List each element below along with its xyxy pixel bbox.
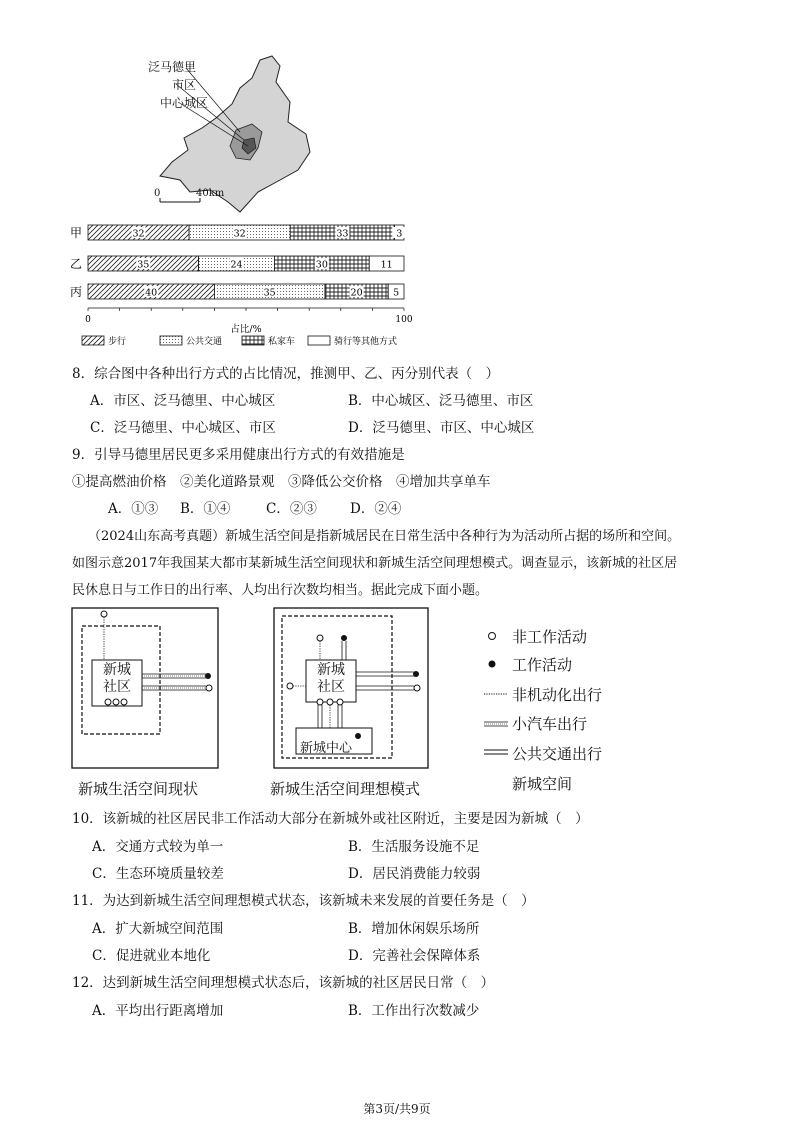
chart-category-label: 乙 <box>70 257 83 271</box>
legend-non-work: 非工作活动 <box>512 628 588 646</box>
legend-non-motorized: 非机动化出行 <box>512 686 603 704</box>
travel-mode-chart <box>60 218 430 352</box>
q10-stem: 10．该新城的社区居民非工作活动大部分在新城外或社区附近，主要是因为新城（ ） <box>72 811 589 827</box>
chart-data-label: 3 <box>396 228 403 240</box>
q11-option-c: C．促进就业本地化 <box>92 948 211 964</box>
legend-car: 小汽车出行 <box>512 715 588 733</box>
legend-work: 工作活动 <box>512 656 573 674</box>
chart-data-label: 40 <box>145 287 158 299</box>
legend-new-town-space: 新城空间 <box>512 775 573 793</box>
q9-items: ①提高燃油价格 ②美化道路景观 ③降低公交价格 ④增加共享单车 <box>72 474 491 490</box>
right-community-label <box>306 662 356 696</box>
map-label-urban: 市区 <box>172 78 197 92</box>
q12-option-a: A．平均出行距离增加 <box>92 1003 224 1019</box>
passage-line-2: 如图示意2017年我国某大都市某新城生活空间现状和新城生活空间理想模式。调查显示，该新城的社区居 <box>72 556 678 571</box>
q11-option-d: D．完善社会保障体系 <box>348 948 481 964</box>
q8-option-d: D．泛马德里、市区、中心城区 <box>348 420 535 436</box>
chart-legend-swatch <box>160 336 182 345</box>
caption-current: 新城生活空间现状 <box>78 780 199 798</box>
chart-data-label: 32 <box>233 228 246 240</box>
chart-data-label: 30 <box>315 259 328 271</box>
passage-line-1: （2024山东高考真题）新城生活空间是指新城居民在日常生活中各种行为为活动所占据的场所和空间。 <box>88 529 681 544</box>
chart-x-tick-label: 100 <box>395 315 413 325</box>
q8-option-c: C．泛马德里、中心城区、市区 <box>90 420 276 436</box>
new-town-center-label: 新城中心 <box>300 741 353 756</box>
q9-option-b: B．①④ <box>180 501 231 517</box>
q11-option-b: B．增加休闲娱乐场所 <box>348 921 480 937</box>
legend-public-transit: 公共交通出行 <box>512 745 603 763</box>
chart-legend-swatch <box>242 336 264 345</box>
q11-option-a: A．扩大新城空间范围 <box>92 921 224 937</box>
chart-data-label: 35 <box>137 259 150 271</box>
madrid-map <box>140 52 340 217</box>
chart-data-label: 11 <box>380 259 393 271</box>
chart-legend-swatch <box>82 336 104 345</box>
q9-option-d: D．②④ <box>350 501 402 517</box>
chart-category-label: 甲 <box>70 226 83 240</box>
q11-stem: 11．为达到新城生活空间理想模式状态，该新城未来发展的首要任务是（ ） <box>72 893 535 909</box>
passage-line-3: 民休息日与工作日的出行率、人均出行次数均相当。据此完成下面小题。 <box>72 583 489 598</box>
left-community-label-line2: 社区 <box>103 679 131 695</box>
map-scale-label: 40km <box>196 188 225 199</box>
q10-option-a: A．交通方式较为单一 <box>92 839 224 855</box>
map-label-greater-madrid: 泛马德里 <box>148 60 197 74</box>
chart-legend-label: 骑行等其他方式 <box>334 337 398 347</box>
q9-stem: 9．引导马德里居民更多采用健康出行方式的有效措施是 <box>72 447 405 463</box>
chart-legend-label: 公共交通 <box>186 337 223 347</box>
q8-option-a: A．市区、泛马德里、中心城区 <box>90 393 276 409</box>
q10-option-b: B．生活服务设施不足 <box>348 839 480 855</box>
q8-stem: 8．综合图中各种出行方式的占比情况，推测甲、乙、丙分别代表（ ） <box>72 366 500 382</box>
q9-option-a: A．①③ <box>108 501 159 517</box>
map-label-city-center: 中心城区 <box>160 96 209 110</box>
chart-data-label: 35 <box>263 287 276 299</box>
chart-legend-label: 私家车 <box>268 337 296 347</box>
q9-option-c: C．②③ <box>266 501 317 517</box>
chart-data-label: 20 <box>350 287 363 299</box>
caption-ideal: 新城生活空间理想模式 <box>270 780 421 798</box>
right-community-label-line1: 新城 <box>317 662 345 678</box>
chart-data-label: 32 <box>132 228 145 240</box>
chart-x-tick-label: 0 <box>85 315 91 325</box>
chart-x-axis-label: 占比/% <box>230 324 262 335</box>
right-community-label-line2: 社区 <box>317 679 345 695</box>
q10-option-c: C．生态环境质量较差 <box>92 866 224 882</box>
left-community-label <box>92 662 142 696</box>
q12-stem: 12．达到新城生活空间理想模式状态后，该新城的社区居民日常（ ） <box>72 975 495 991</box>
q12-option-b: B．工作出行次数减少 <box>348 1003 480 1019</box>
chart-data-label: 5 <box>393 287 400 299</box>
chart-legend-swatch <box>308 336 330 345</box>
map-scale-zero: 0 <box>154 188 161 199</box>
left-community-label-line1: 新城 <box>103 662 131 678</box>
chart-legend-label: 步行 <box>108 337 127 347</box>
chart-data-label: 24 <box>230 259 243 271</box>
page-footer: 第3页/共9页 <box>363 1102 431 1116</box>
q10-option-d: D．居民消费能力较弱 <box>348 866 481 882</box>
chart-data-label: 33 <box>336 228 349 240</box>
chart-category-label: 丙 <box>70 285 83 299</box>
q8-option-b: B．中心城区、泛马德里、市区 <box>348 393 534 409</box>
